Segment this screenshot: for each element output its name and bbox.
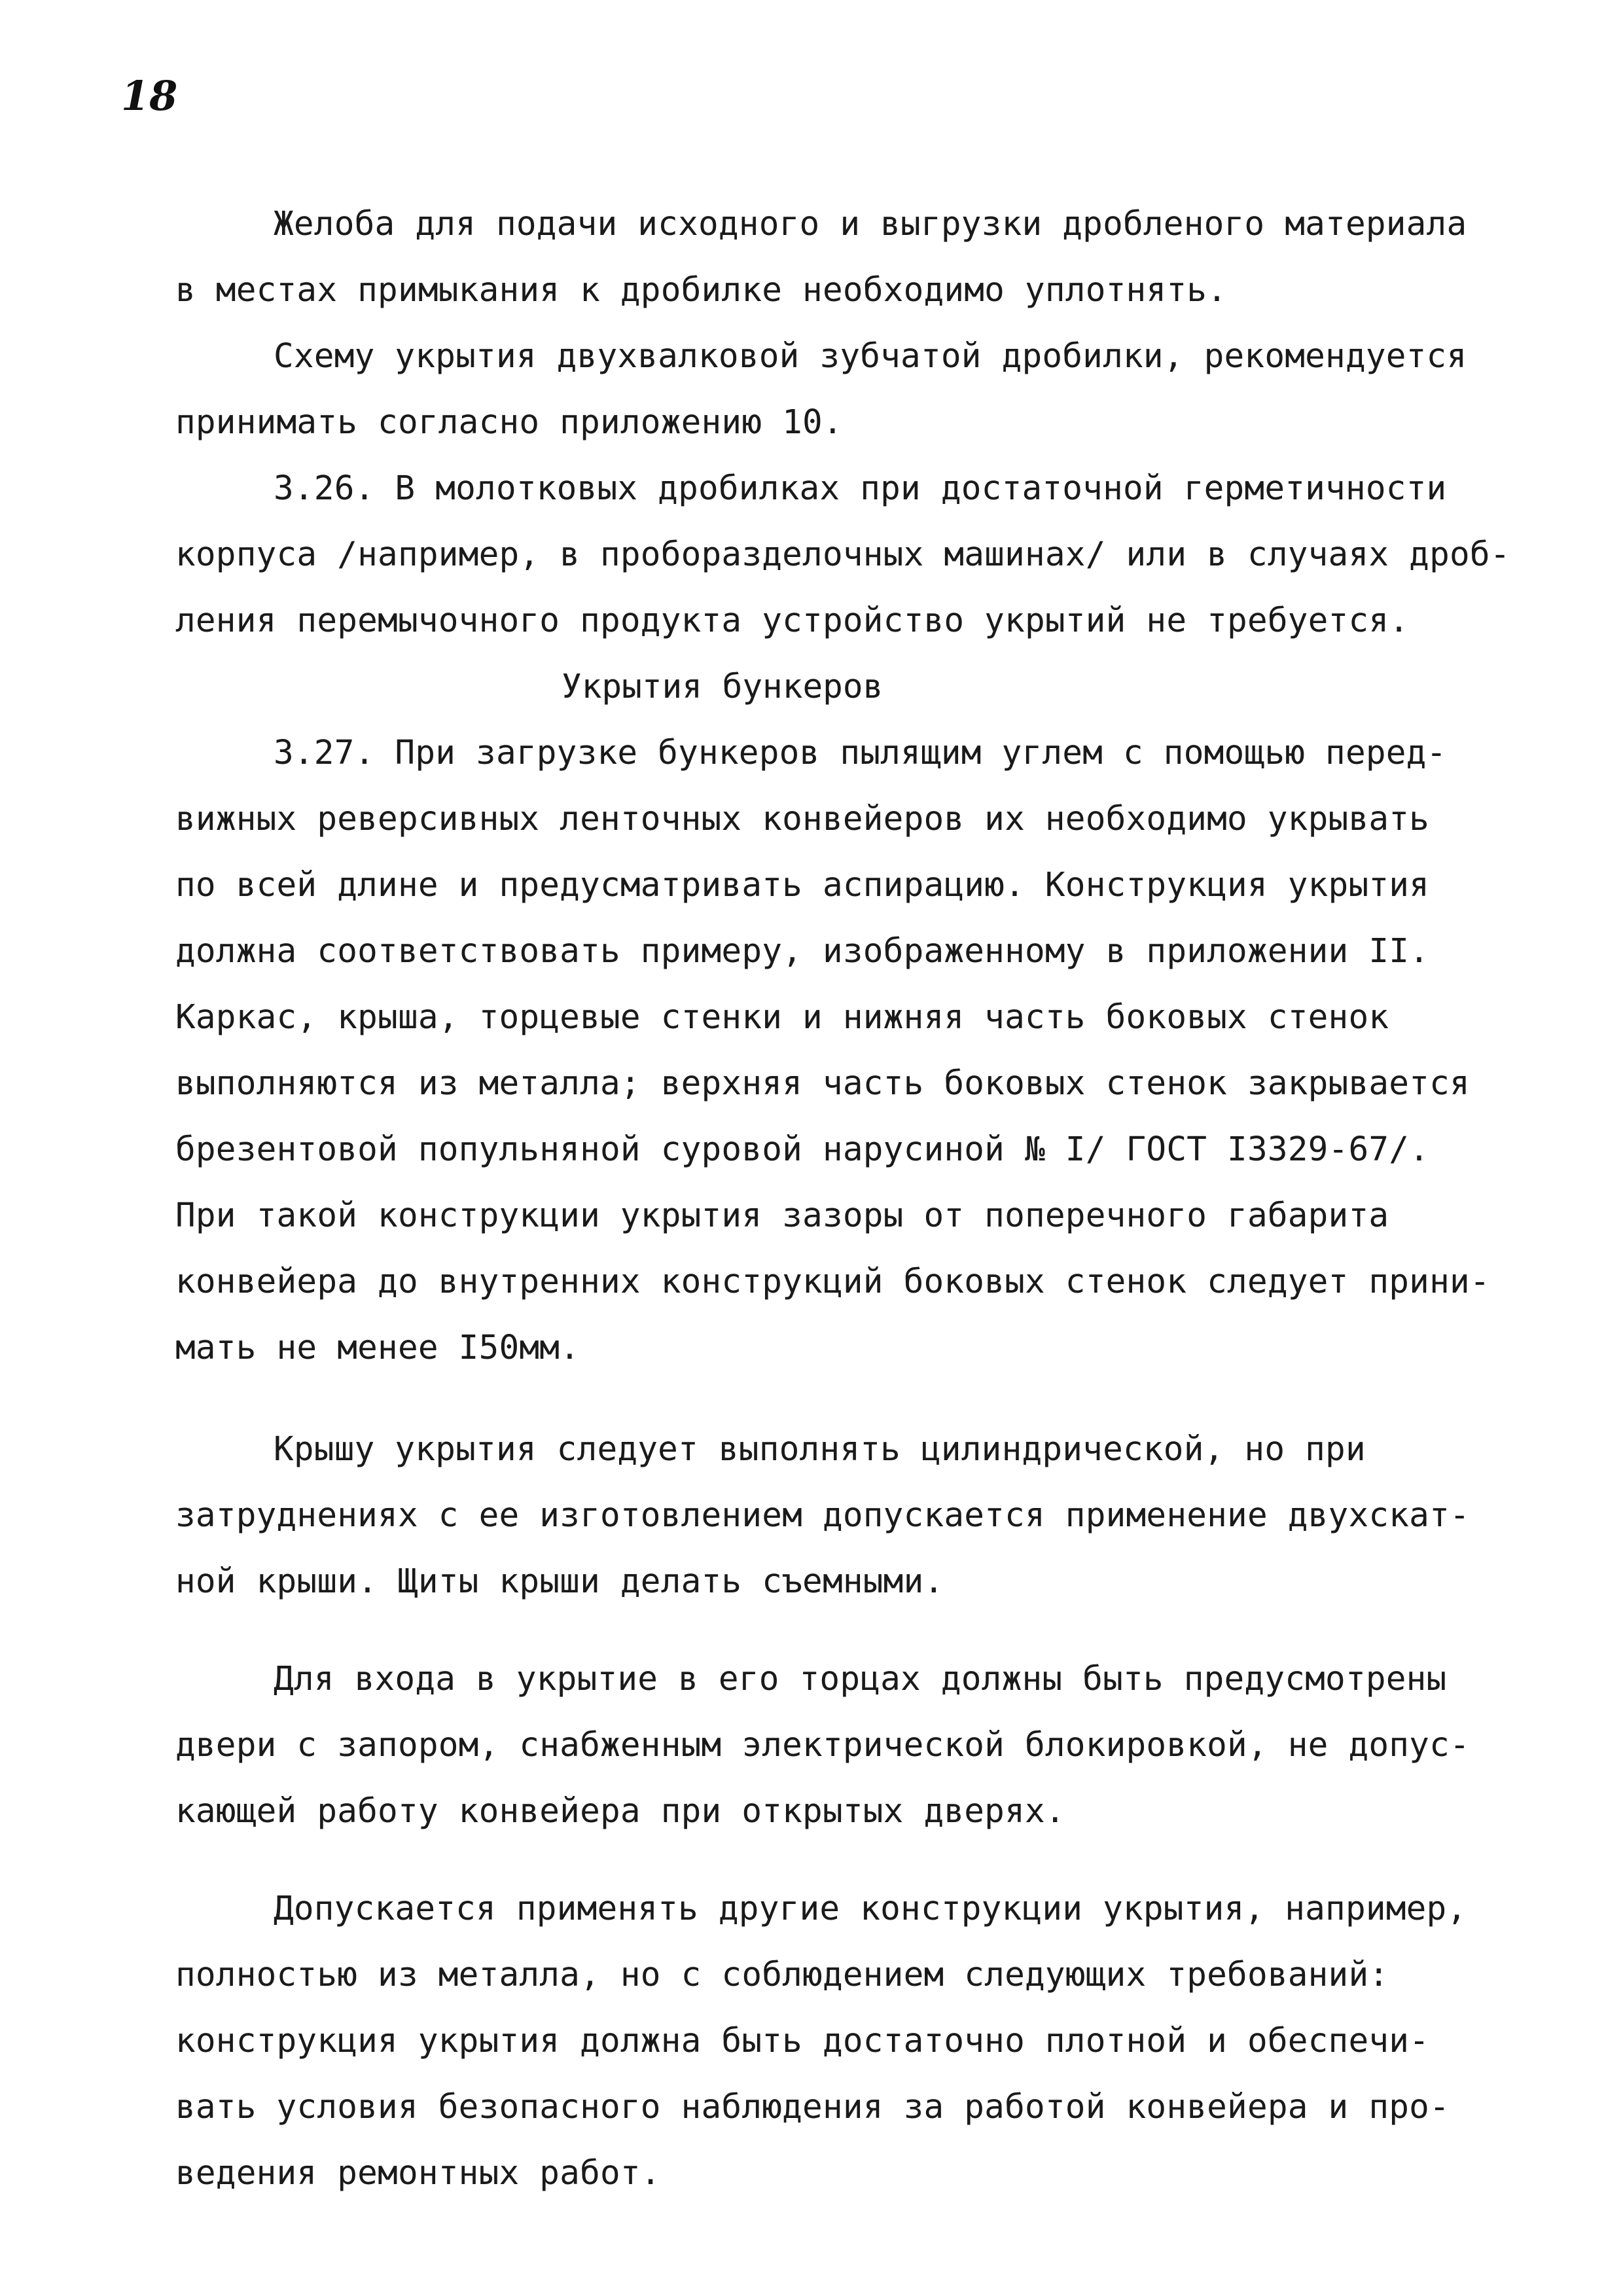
text-line: в местах примыкания к дробилке необходимо уплотнять. <box>175 271 1228 310</box>
text-line: конвейера до внутренних конструкций боковых стенок следует прини- <box>175 1263 1490 1301</box>
text-line: затруднениях с ее изготовлением допускается применение двухскат- <box>175 1496 1470 1535</box>
paragraph-gap <box>175 1381 1517 1416</box>
text-line: 3.26. В молотковых дробилках при достаточной герметичности <box>274 469 1447 508</box>
document-body <box>175 191 1517 2206</box>
text-line: полностью из металла, но с соблюдением следующих требований: <box>175 1956 1389 1994</box>
text-line: кающей работу конвейера при открытых дверях. <box>175 1792 1065 1831</box>
text-line: При такой конструкции укрытия зазоры от поперечного габарита <box>175 1196 1389 1235</box>
text-line: Для входа в укрытие в его торцах должны быть предусмотрены <box>274 1660 1447 1698</box>
paragraph-chutes-sealing <box>175 191 1517 323</box>
text-line: Каркас, крыша, торцевые стенки и нижняя часть боковых стенок <box>175 998 1389 1037</box>
text-line: конструкция укрытия должна быть достаточно плотной и обеспечи- <box>175 2022 1430 2060</box>
text-line: Допускается применять другие конструкции укрытия, например, <box>274 1890 1467 1928</box>
text-line: Схему укрытия двухвалковой зубчатой дробилки, рекомендуется <box>274 337 1467 376</box>
text-line: принимать согласно приложению 10. <box>175 403 843 442</box>
text-line: должна соответствовать примеру, изображенному в приложении II. <box>175 932 1430 971</box>
section-heading: Укрытия бункеров <box>562 668 883 706</box>
paragraph-gap <box>175 1844 1517 1876</box>
paragraph-gap <box>175 1615 1517 1646</box>
text-line: ведения ремонтных работ. <box>175 2154 661 2193</box>
text-line: двери с запором, снабженным электрической блокировкой, не допус- <box>175 1726 1470 1765</box>
text-line: 3.27. При загрузке бункеров пылящим углем с помощью перед- <box>274 734 1447 772</box>
text-line: по всей длине и предусматривать аспирацию. Конструкция укрытия <box>175 866 1430 905</box>
text-line: вижных реверсивных ленточных конвейеров их необходимо укрывать <box>175 800 1430 838</box>
text-line: ления перемычочного продукта устройство укрытий не требуется. <box>175 601 1410 640</box>
page-number: 18 <box>121 72 178 120</box>
paragraph-roof <box>175 1416 1517 1615</box>
text-line: Желоба для подачи исходного и выгрузки дробленого материала <box>274 205 1467 243</box>
paragraph-3-27 <box>175 720 1517 1381</box>
paragraph-doors <box>175 1646 1517 1844</box>
text-line: вать условия безопасного наблюдения за работой конвейера и про- <box>175 2088 1450 2126</box>
paragraph-3-26 <box>175 456 1517 654</box>
text-line: ной крыши. Щиты крыши делать съемными. <box>175 1562 944 1601</box>
paragraph-roller-crusher-scheme <box>175 323 1517 456</box>
text-line: брезентовой попульняной суровой нарусиной № I/ ГОСТ I3329-67/. <box>175 1130 1430 1169</box>
text-line: корпуса /например, в проборазделочных машинах/ или в случаях дроб- <box>175 535 1510 574</box>
text-line: Крышу укрытия следует выполнять цилиндрической, но при <box>274 1430 1366 1469</box>
text-line: выполняются из металла; верхняя часть боковых стенок закрывается <box>175 1064 1470 1103</box>
text-line: мать не менее I50мм. <box>175 1329 580 1367</box>
paragraph-other-constructions <box>175 1876 1517 2206</box>
